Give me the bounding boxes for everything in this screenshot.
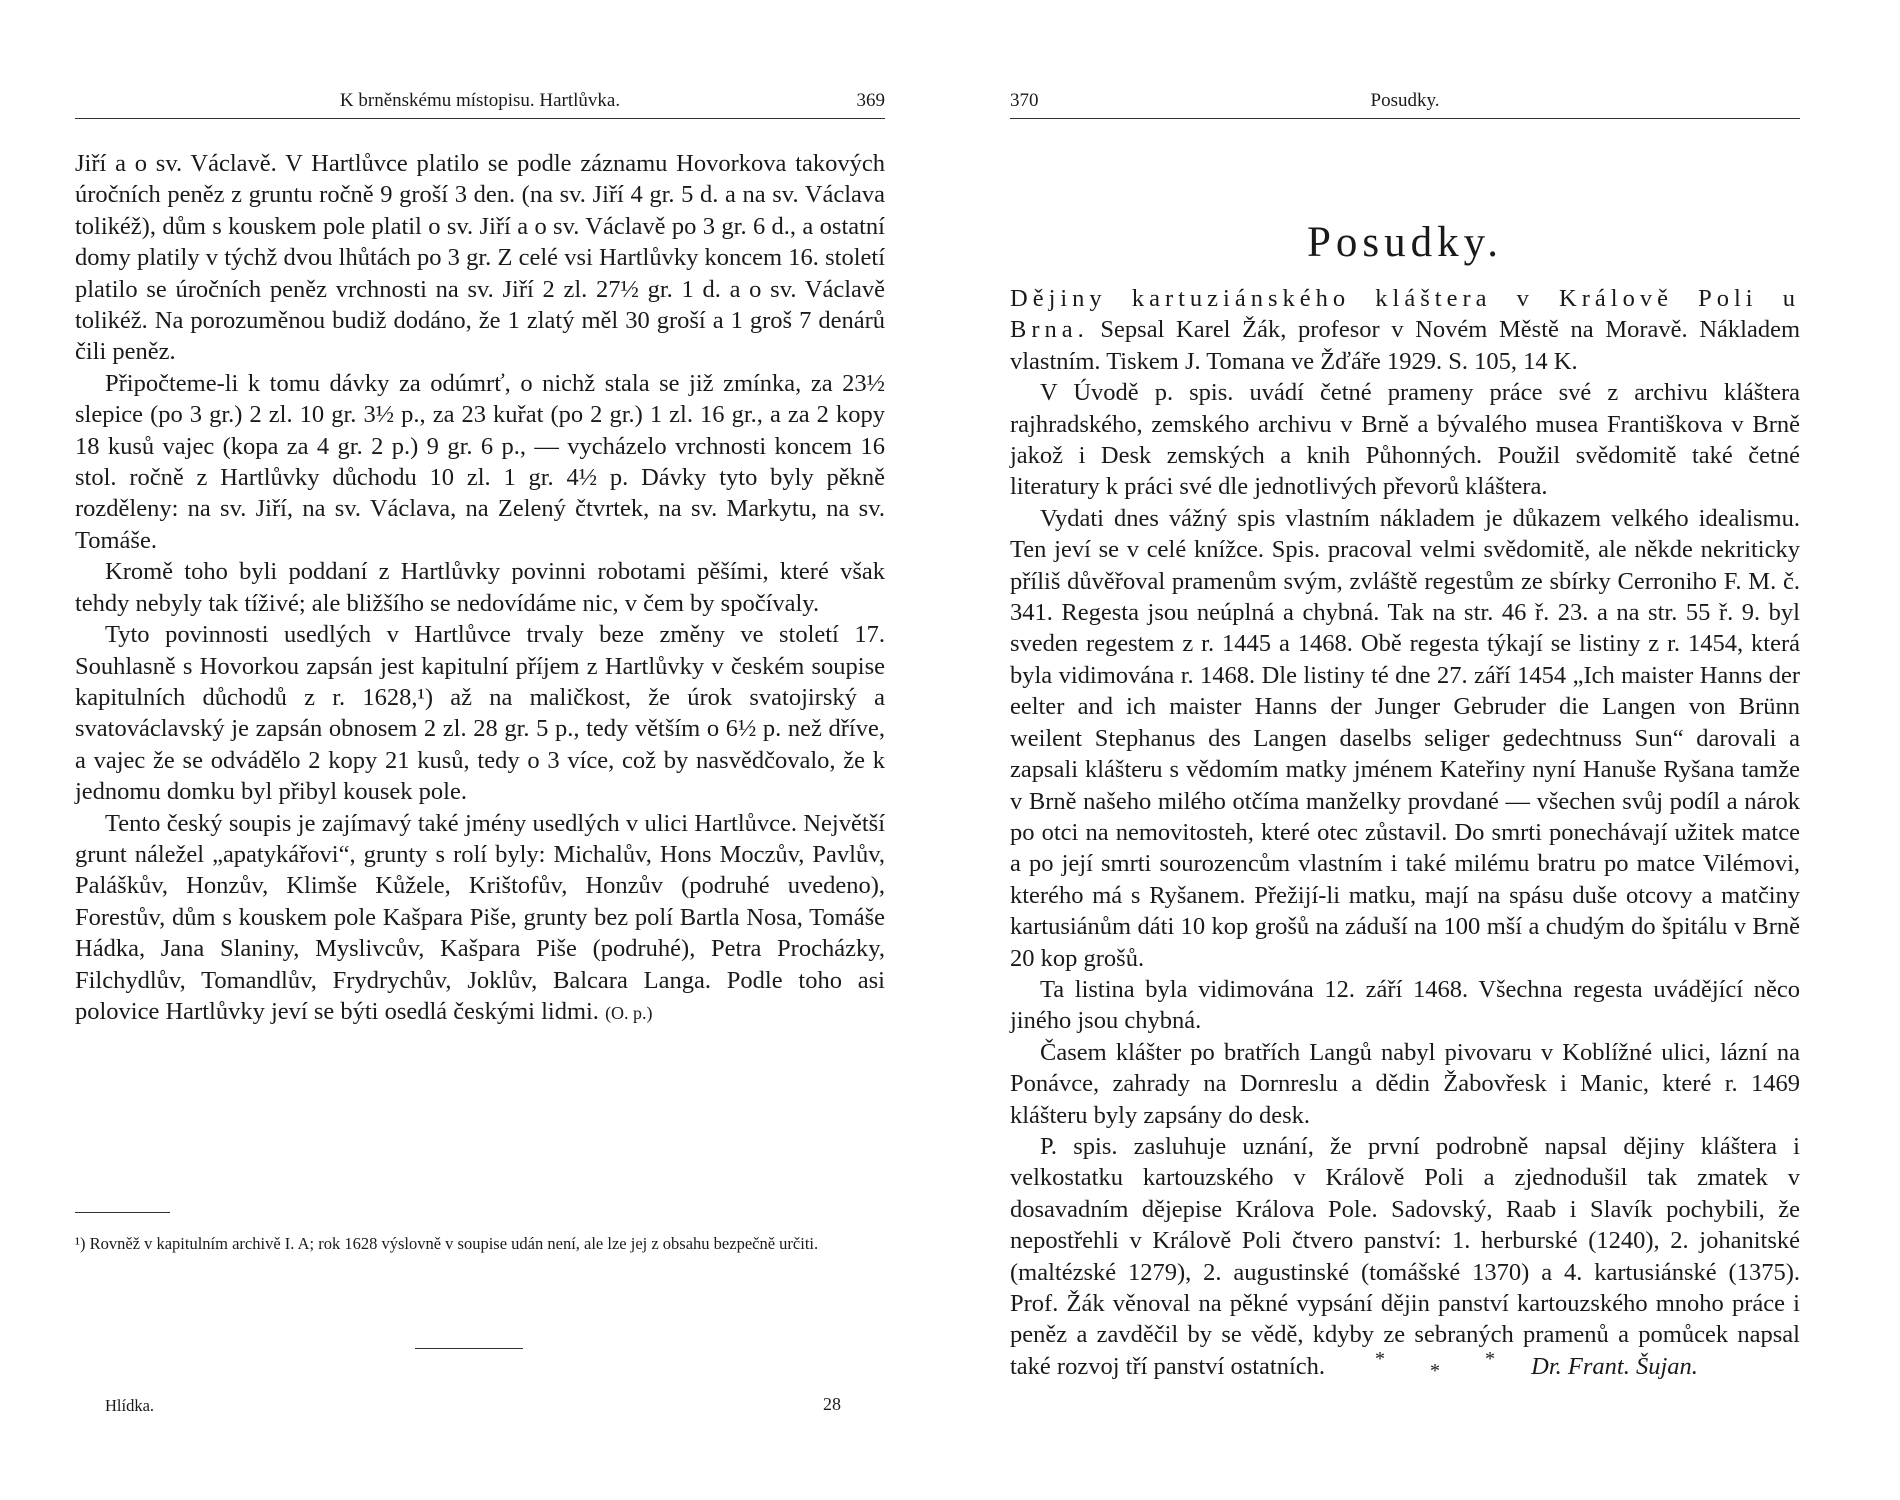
review-imprint: Sepsal Karel Žák, profesor v Novém Městě na Moravě. Nákladem vlastním. Tiskem J. Tomana ve Žďáře 1929. S. 105, 14 K. <box>1010 316 1800 375</box>
review-body <box>1010 283 1800 1382</box>
review-heading <box>1010 283 1800 377</box>
section-end-asterisks <box>1010 1348 1800 1388</box>
review-book-title: Dějiny kartuziánského kláštera v Králově Poli u Brna. <box>1010 285 1800 344</box>
paragraph: Ta listina byla vidimována 12. září 1468. Všechna regesta uvádějící něco jiného jsou chybná. <box>1010 975 1800 1035</box>
paragraph-text: Tento český soupis je zajímavý také jmény usedlých v ulici Hartlůvce. Největší grunt náležel „apatykářovi“, grunty s rolí byly: Michalův, Hons Moczův, Pavlův, Paláškův, Honzův, Klimše Kůžele, Krištofův, Honzův (podruhé uvedeno), Forestův, dům s kouskem pole Kašpara Piše, grunty bez polí Bartla Nosa, Tomáše Hádka, Jana Slaniny, Myslivcův, Kašpara Piše (podruhé), Petra Procházky, Filchydlův, Tomandlův, Frydrychův, Joklův, Balcara Langa. Podle toho asi polovice Hartlůvky jeví se býti osedlá českými lidmi. <box>75 809 885 1025</box>
paragraph: Tyto povinnosti usedlých v Hartlůvce trvaly beze změny ve století 17. Souhlasně s Hovorkou zapsán jest kapitulní příjem z Hartlůvky v českém soupise kapitulních důchodů z r. 1628,¹) až na maličkost, že úrok svatojirský a svatováclavský je zapsán obnosem 2 zl. 28 gr. 5 p., tedy větším o 6½ p. než dříve, a vajec že se odvádělo 2 kopy 21 kusů, tedy o 3 více, což by nasvědčovalo, že k jednomu domku byl přibyl kousek pole. <box>75 621 885 806</box>
sheet-number: 28 <box>823 1394 841 1414</box>
article-body <box>75 148 885 1029</box>
author-sign: (O. p.) <box>605 1002 653 1023</box>
paragraph: Vydati dnes vážný spis vlastním nákladem je důkazem velkého idealismu. Ten jeví se v celé knížce. Spis. pracoval velmi svědomitě, ale někde nekriticky příliš důvěřoval pramenům svým, zvláště regestům ze sbírky Cerroniho F. M. č. 341. Regesta jsou neúplná a chybná. Tak na str. 46 ř. 23. a na str. 55 ř. 9. byl sveden regestem z r. 1445 a 1468. Obě regesta týkají se listiny z r. 1454, která byla vidimována r. 1468. Dle listiny té dne 27. září 1454 „Ich maister Hanns der eelter and ich maister Hanns der Junger Gebruder die Langen von Brünn weilent Stephanus des Langen daselbs seliger gedechtnuss Sun“ darovali a zapsali klášteru s vědomím matky jménem Kateřiny nyní Hanuše Ryšana tamže v Brně našeho milého otčíma manželky provdané — všechen svůj podíl a nárok po otci na nemovitosteh, které otec zůstavil. Do smrti ponechávají užitek matce a po její smrti sourozencům vlastním i také milému bratru po matce Vilémovi, kterého má s Ryšanem. Přežijí-li matku, mají na spásu duše otcovy a matčiny kartusiánům dáti 10 kop grošů na záduší na 100 mší a chudým do špitálu v Brně 20 kop grošů. <box>1010 504 1800 972</box>
paragraph: Jiří a o sv. Václavě. V Hartlůvce platilo se podle záznamu Hovorkova takových úročních peněz z gruntu ročně 9 groší 3 den. (na sv. Jiří 4 gr. 5 d. a na sv. Václava tolikéž), dům s kouskem pole platil o sv. Jiří a o sv. Václavě po 3 gr. 6 d., a ostatní domy platily v týchž dvou lhůtách po 3 gr. Z celé vsi Hartlůvky koncem 16. století platilo se úročních peněz vrchnosti na sv. Jiří 2 zl. 27½ gr. 1 d. a o sv. Václavě tolikéž. Na porozuměnou budiž dodáno, že 1 zlatý měl 30 groší a 1 groš 7 denárů čili peněz. <box>75 150 885 366</box>
review-author: Dr. Frant. Šujan. <box>1531 1352 1698 1380</box>
footnote-divider <box>75 1212 170 1213</box>
bottom-divider <box>415 1348 523 1349</box>
running-title: Posudky. <box>1370 90 1440 111</box>
paragraph: Kromě toho byli poddaní z Hartlůvky povinni robotami pěšími, které však tehdy nebyly tak tíživé; ale bližšího se nedovídáme nic, v čem by spočívaly. <box>75 558 885 617</box>
asterisk: * <box>1430 1360 1440 1382</box>
running-title: K brněnskému místopisu. Hartlůvka. <box>339 90 621 111</box>
paragraph: V Úvodě p. spis. uvádí četné prameny práce své z archivu kláštera rajhradského, zemského archivu v Brně a bývalého musea Františkova v Brně jakož i Desk zemských a knih Půhonných. Použil svědomitě také četné literatury k práci své dle jednotlivých převorů kláštera. <box>1010 379 1800 501</box>
page-number: 370 <box>1010 90 1039 111</box>
right-page <box>1010 0 1800 1500</box>
paragraph: Časem klášter po bratřích Langů nabyl pivovaru v Koblížné ulici, lázní na Ponávce, zahrady na Dornreslu a dědin Žabovřesk i Manic, které r. 1469 klášteru byly zapsány do desk. <box>1010 1038 1800 1129</box>
paragraph: Připočteme-li k tomu dávky za odúmrť, o nichž stala se již zmínka, za 23½ slepice (po 3 gr.) 2 zl. 10 gr. 3½ p., za 23 kuřat (po 2 gr.) 1 zl. 16 gr., a za 2 kopy 18 kusů vajec (kopa za 4 gr. 2 p.) 9 gr. 6 p., — vycházelo vrchnosti koncem 16 stol. ročně z Hartlůvky důchodu 10 zl. 1 gr. 4½ p. Dávky tyto byly pěkně rozděleny: na sv. Jiří, na sv. Václava, na Zelený čtvrtek, na sv. Markytu, na sv. Tomáše. <box>75 369 885 554</box>
footnote: ¹) Rovněž v kapitulním archivě I. A; rok 1628 výslovně v soupise udán není, ale lze jej z obsahu bezpečně určiti. <box>75 1234 819 1253</box>
paragraph-text: P. spis. zasluhuje uznání, že první podrobně napsal dějiny kláštera i velkostatku kartouzského v Králově Poli a zjednodušil tak zmatek v dosavadním dějepise Králova Pole. Sadovský, Raab i Slavík pochybili, že nepostřehli v Králově Poli čtvero panství: 1. herburské (1240), 2. johanitské (maltézské 1279), 2. augustinské (tomášské 1370) a 4. kartusiánské (1375). Prof. Žák věnoval na pěkné vypsání dějin panství kartouzského mnoho práce i peněz a zavděčil by se vědě, kdyby ze sebraných pramenů a pomůcek napsal také rozvoj tří panství ostatních. <box>1010 1132 1800 1380</box>
section-title: Posudky. <box>1306 219 1504 266</box>
paragraph <box>1010 1131 1800 1382</box>
asterisk: * <box>1485 1348 1495 1370</box>
sheet-signature: Hlídka. <box>105 1396 155 1415</box>
page-number: 369 <box>856 90 885 111</box>
left-page <box>75 0 885 1500</box>
running-head-right <box>1010 90 1800 119</box>
running-head-left <box>75 90 885 119</box>
asterisk: * <box>1375 1348 1385 1370</box>
paragraph <box>75 808 885 1030</box>
